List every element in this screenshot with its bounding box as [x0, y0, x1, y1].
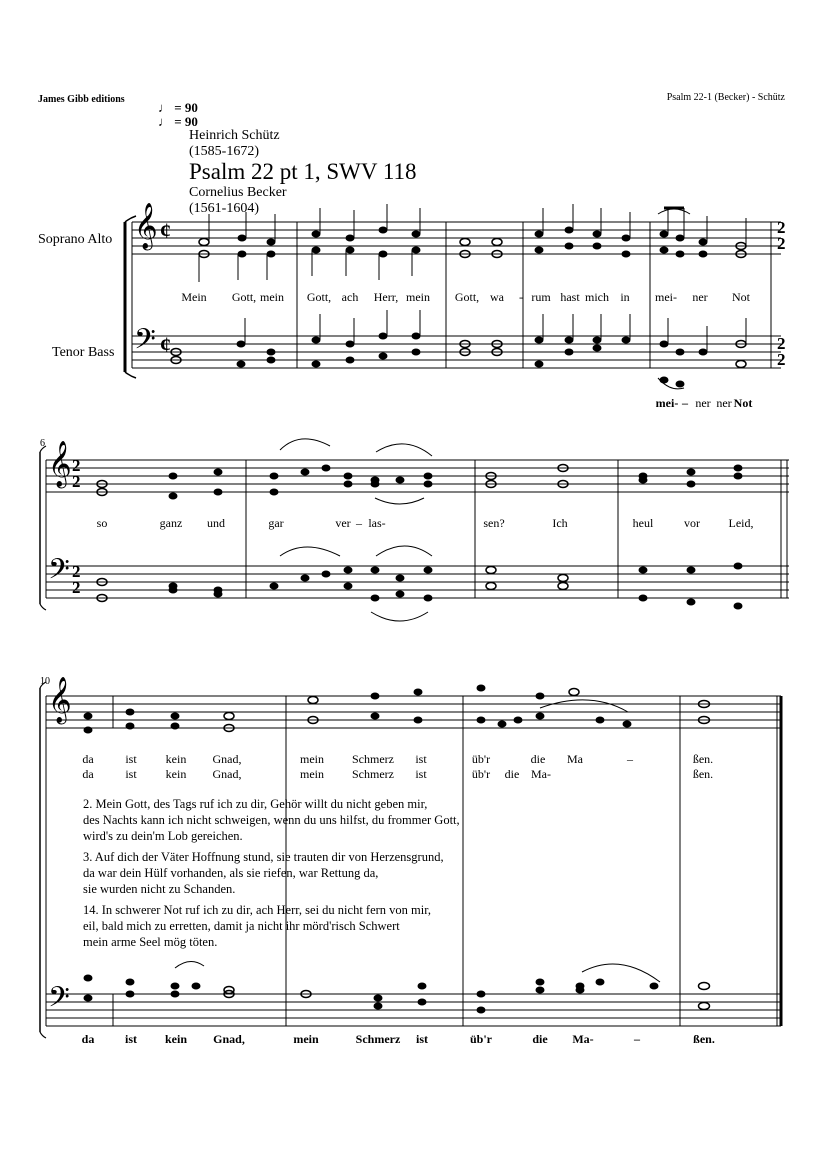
lyric-syllable: Herr, — [373, 290, 399, 304]
lyric-syllable: üb'r — [469, 1032, 493, 1046]
lyric-syllable: gar — [268, 516, 284, 530]
lyric-syllable: – — [356, 516, 362, 530]
system-1 — [125, 204, 781, 389]
bass-clef-icon: 𝄢 — [48, 981, 70, 1021]
lyric-syllable: Schmerz — [352, 752, 394, 766]
tempo-marking: ♩ = 90 — [158, 114, 198, 129]
running-title: Psalm 22-1 (Becker) - Schütz — [666, 92, 785, 103]
verse-line: eil, bald mich zu erretten, damit ja nicht ihr mörd'risch Schwert — [83, 919, 400, 933]
lyric-syllable: Gott, — [306, 290, 332, 304]
lyric-syllable: und — [207, 516, 225, 530]
lyric-syllable: vor — [684, 516, 700, 530]
lyric-syllable: Not — [733, 396, 753, 410]
time-signature-2-2: 2 2 — [72, 456, 81, 491]
bass-clef-icon: 𝄢 — [134, 323, 156, 363]
lyric-syllable: ner — [692, 290, 708, 304]
lyric-syllable: rum — [531, 290, 551, 304]
lyric-syllable: kein — [164, 1032, 188, 1046]
part-label-upper: Soprano Alto — [38, 232, 113, 247]
lyric-syllable: da — [82, 767, 94, 781]
lyric-syllable: wa — [490, 290, 504, 304]
lyric-syllable: – — [627, 752, 633, 766]
lyric-syllable: mein — [300, 752, 324, 766]
lyric-syllable: mein — [260, 290, 284, 304]
lyric-syllable: las- — [368, 516, 386, 530]
lyric-syllable: ist — [416, 1032, 428, 1046]
lyric-syllable: die — [530, 752, 546, 766]
lyric-syllable: - — [519, 290, 523, 304]
system-2 — [40, 439, 789, 621]
lyric-syllable: ner — [695, 396, 711, 410]
verse-line: sie wurden nicht zu Schanden. — [83, 882, 236, 896]
lyric-syllable: mein — [406, 290, 430, 304]
time-signature-cut: ¢ — [160, 332, 171, 357]
notes-system-1 — [171, 227, 746, 388]
time-signature-2-2: 2 2 — [777, 218, 786, 253]
lyric-syllable: mei- — [655, 396, 679, 410]
lyric-syllable: ist — [125, 752, 137, 766]
lyric-syllable: hast — [560, 290, 580, 304]
lyric-syllable: Schmerz — [352, 767, 394, 781]
lyric-syllable: Gott, — [454, 290, 480, 304]
lyric-syllable: Gnad, — [212, 752, 242, 766]
lyric-syllable: Gnad, — [213, 1032, 245, 1046]
tempo-marking: ♩ = 90 — [158, 100, 198, 115]
lyric-syllable: – — [634, 1032, 640, 1046]
treble-clef-icon: 𝄞 — [134, 203, 158, 249]
lyric-syllable: ßen. — [693, 1032, 715, 1046]
lyric-syllable: mein — [293, 1032, 319, 1046]
lyric-syllable: ganz — [159, 516, 183, 530]
time-signature-cut: ¢ — [160, 218, 171, 243]
lyric-syllable: ist — [415, 752, 427, 766]
composer-name: Heinrich Schütz — [189, 128, 280, 143]
lyric-syllable: heul — [632, 516, 654, 530]
verse-line: da war dein Hülf vorhanden, als sie riefen, war Rettung da, — [83, 866, 379, 880]
measure-number: 6 — [40, 438, 45, 449]
lyric-syllable: kein — [165, 767, 187, 781]
lyric-syllable: mein — [300, 767, 324, 781]
time-signature-2-2: 2 2 — [72, 562, 81, 597]
part-label-lower: Tenor Bass — [52, 345, 115, 360]
lyric-syllable: sen? — [483, 516, 505, 530]
lyric-syllable: Ma- — [572, 1032, 594, 1046]
lyric-syllable: Ich — [552, 516, 568, 530]
composer-dates: (1585-1672) — [189, 144, 259, 159]
staff-lower — [46, 994, 781, 1026]
lyric-syllable: da — [82, 752, 94, 766]
page-title: Psalm 22 pt 1, SWV 118 — [189, 159, 417, 184]
lyric-syllable: Gott, — [231, 290, 257, 304]
lyric-syllable: die — [504, 767, 520, 781]
staff-upper — [46, 696, 781, 728]
lyric-syllable: Gnad, — [212, 767, 242, 781]
staff-upper — [46, 456, 789, 492]
treble-clef-icon: 𝄞 — [48, 677, 72, 723]
lyric-syllable: Ma- — [531, 767, 551, 781]
lyric-syllable: ist — [125, 767, 137, 781]
lyric-syllable: Mein — [181, 290, 207, 304]
measure-number: 10 — [40, 676, 50, 687]
lyricist-name: Cornelius Becker — [189, 185, 287, 200]
time-signature-2-2: 2 2 — [777, 334, 786, 369]
lyric-syllable: Ma — [567, 752, 583, 766]
lyric-syllable: mich — [585, 290, 609, 304]
verse-line: wird's zu dein'm Lob gereichen. — [83, 829, 243, 843]
lyric-syllable: mei- — [655, 290, 677, 304]
lyric-syllable: ist — [125, 1032, 137, 1046]
verse-14 — [83, 902, 460, 950]
lyric-syllable: Leid, — [728, 516, 754, 530]
verse-line: des Nachts kann ich nicht schweigen, wenn du uns hilfst, du frommer Gott, — [83, 813, 460, 827]
publisher-name: James Gibb editions — [38, 94, 125, 105]
treble-clef-icon: 𝄞 — [48, 441, 72, 487]
lyric-syllable: ßen. — [692, 752, 714, 766]
verse-line: 14. In schwerer Not ruf ich zu dir, ach Herr, sei du nicht fern von mir, — [83, 903, 432, 917]
lyric-syllable: so — [96, 516, 108, 530]
verse-2 — [83, 796, 460, 844]
lyric-syllable: Not — [732, 290, 750, 304]
lyric-syllable: – — [682, 396, 688, 410]
additional-verses — [83, 796, 460, 955]
verse-line: 2. Mein Gott, des Tags ruf ich zu dir, Gehör willt du nicht geben mir, — [83, 797, 428, 811]
lyric-syllable: ach — [341, 290, 359, 304]
lyric-syllable: die — [532, 1032, 548, 1046]
lyric-syllable: üb'r — [471, 752, 491, 766]
lyric-syllable: ver — [335, 516, 351, 530]
verse-line: 3. Auf dich der Väter Hoffnung stund, sie trauten dir von Herzensgrund, — [83, 850, 444, 864]
lyric-syllable: in — [620, 290, 630, 304]
bass-clef-icon: 𝄢 — [48, 553, 70, 593]
staff-lower — [46, 562, 789, 598]
lyric-syllable: ßen. — [692, 767, 714, 781]
lyric-syllable: da — [81, 1032, 95, 1046]
lyricist-dates: (1561-1604) — [189, 201, 259, 216]
lyric-syllable: ist — [415, 767, 427, 781]
lyric-syllable: kein — [165, 752, 187, 766]
verse-3 — [83, 849, 460, 897]
lyric-syllable: ner — [716, 396, 732, 410]
lyric-syllable: Schmerz — [355, 1032, 401, 1046]
verse-line: mein arme Seel mög töten. — [83, 935, 218, 949]
lyric-syllable: üb'r — [471, 767, 491, 781]
